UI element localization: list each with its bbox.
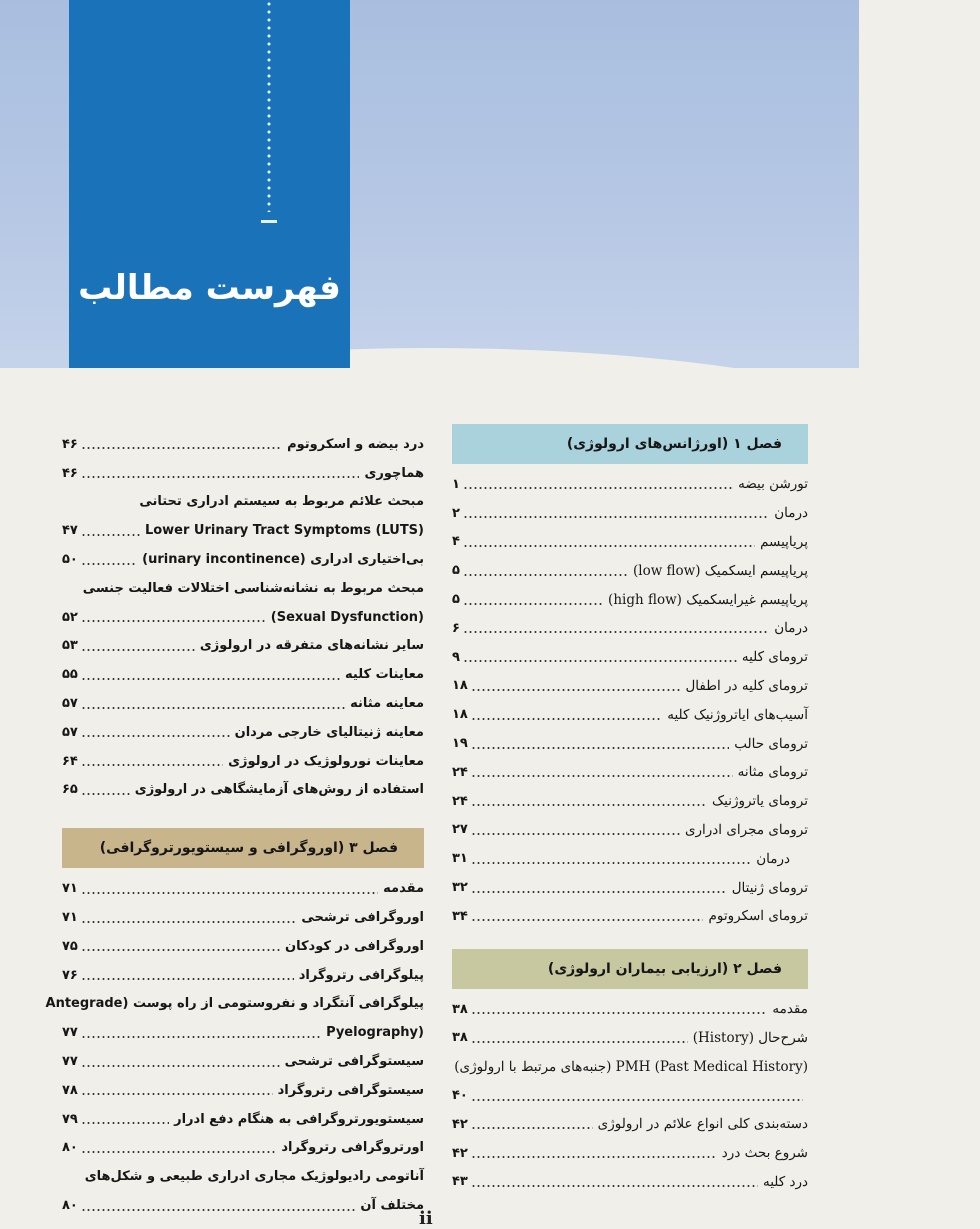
toc-entry	[452, 816, 808, 845]
toc-entry	[452, 643, 808, 672]
toc-entry-page: ۸۰	[62, 1198, 78, 1214]
toc-entry	[452, 470, 808, 499]
toc-entry	[62, 603, 424, 632]
chapter-2-continued-list	[62, 430, 424, 804]
toc-entry-page: ۱۸	[452, 707, 468, 723]
dot-leader	[81, 969, 294, 981]
toc-entry-title: ترومای کلیه	[741, 649, 808, 666]
toc-entry-page: ۳۲	[452, 880, 468, 896]
toc-entry-page: ۵۷	[62, 696, 78, 712]
dot-leader	[463, 478, 733, 490]
toc-entry-page: ۴۶	[62, 436, 78, 452]
toc-entry	[452, 1168, 808, 1197]
toc-entry	[62, 903, 424, 932]
toc-entry-page: ۶	[452, 620, 460, 636]
toc-entry-title: آسیب‌های ایاتروژنیک کلیه	[667, 706, 808, 723]
toc-entry-title: مقدمه	[383, 881, 424, 897]
dot-leader	[81, 1084, 273, 1096]
toc-entry-title: پریاپیسم غیرایسکمیک (high flow)	[608, 591, 808, 608]
toc-entry-title: درمان	[774, 505, 808, 522]
toc-entry-title: ترومای مثانه	[737, 764, 808, 781]
toc-entry-page: ۷۸	[62, 1082, 78, 1098]
dot-leader	[81, 912, 296, 924]
dot-leader	[81, 438, 282, 450]
toc-entry-title: سیستوگرافی رتروگراد	[277, 1082, 424, 1098]
toc-entry-page: ۷۵	[62, 938, 78, 954]
dot-leader	[471, 738, 729, 750]
toc-entry-title: معاینات کلیه	[345, 667, 424, 683]
toc-entry	[452, 672, 808, 701]
toc-entry-title: (Pyelography	[326, 1025, 424, 1041]
toc-entry-page: ۷۷	[62, 1025, 78, 1041]
toc-entry-title: (LUTS) Lower Urinary Tract Symptoms	[144, 523, 424, 539]
toc-entry-page: ۵۰	[62, 552, 78, 568]
toc-entry	[62, 1191, 424, 1220]
toc-entry	[452, 1024, 808, 1053]
toc-entry-title: ترومای یاتروژنیک	[712, 793, 808, 810]
spacer	[452, 931, 808, 949]
toc-entry-title: اورتروگرافی رتروگراد	[281, 1140, 424, 1156]
dot-leader	[471, 1147, 717, 1159]
toc-entry-title: سیستویورتروگرافی به هنگام دفع ادرار	[174, 1111, 424, 1127]
toc-entry	[62, 545, 424, 574]
toc-entry	[452, 729, 808, 758]
dot-leader	[81, 1113, 169, 1125]
toc-entry	[62, 1162, 424, 1191]
toc-entry-page: ۴۶	[62, 465, 78, 481]
toc-entry-title: آناتومی رادیولوژیک مجاری ادراری طبیعی و شکل‌های	[84, 1169, 424, 1185]
toc-entry-title: درد کلیه	[762, 1173, 808, 1190]
toc-entry-page: ۷۶	[62, 967, 78, 983]
dot-leader	[81, 525, 140, 537]
dot-leader	[471, 853, 751, 865]
toc-entry-title: ترومای کلیه در اطفال	[685, 677, 808, 694]
toc-entry-title: ترومای حالب	[734, 735, 808, 752]
toc-entry-title: سایر نشانه‌های متفرقه در ارولوژی	[199, 638, 424, 654]
toc-entry	[452, 995, 808, 1024]
toc-entry-page: ۴۳	[452, 1174, 468, 1190]
toc-entry-page: ۳۴	[452, 908, 468, 924]
toc-entry	[62, 776, 424, 805]
toc-entry-page: ۵	[452, 592, 460, 608]
toc-entry-page: ۷۱	[62, 881, 78, 897]
dot-leader	[81, 755, 223, 767]
dot-leader	[471, 766, 733, 778]
toc-entry-page: ۲۷	[452, 822, 468, 838]
dot-leader	[81, 611, 266, 623]
toc-entry-page: ۸۰	[62, 1140, 78, 1156]
toc-entry	[62, 632, 424, 661]
chapter-2-header: فصل ۲ (ارزیابی بیماران ارولوژی)	[452, 949, 808, 989]
toc-entry-title: درمان	[756, 850, 790, 867]
toc-entry	[452, 614, 808, 643]
dot-leader	[81, 640, 195, 652]
toc-entry-page: ۷۱	[62, 910, 78, 926]
toc-entry-title: ترومای ژنیتال	[731, 879, 808, 896]
toc-entry	[452, 1081, 808, 1110]
toc-entry-page: ۵۲	[62, 609, 78, 625]
toc-entry-title: (Sexual Dysfunction)	[270, 609, 424, 625]
toc-entry-title: شرح‌حال (History)	[692, 1029, 808, 1046]
toc-entry-title: بی‌اختیاری ادراری (urinary incontinence)	[142, 552, 424, 568]
chapter-1-list	[452, 470, 808, 931]
toc-entry	[62, 932, 424, 961]
toc-entry	[452, 499, 808, 528]
toc-entry-page: ۹	[452, 649, 460, 665]
dot-leader	[81, 698, 345, 710]
toc-entry	[62, 1076, 424, 1105]
dot-leader	[463, 565, 628, 577]
toc-entry	[452, 700, 808, 729]
toc-entry-title: ترومای مجرای ادراری	[684, 821, 808, 838]
toc-entry-page: ۲	[452, 505, 460, 521]
toc-entry	[62, 874, 424, 903]
toc-entry-title: درمان	[774, 620, 808, 637]
toc-entry	[452, 787, 808, 816]
toc-entry-title: تورشن بیضه	[738, 476, 808, 493]
toc-entry-title: ترومای اسکروتوم	[708, 908, 808, 925]
dot-leader	[471, 1032, 688, 1044]
toc-entry-page: ۴۲	[452, 1145, 468, 1161]
toc-entry	[62, 660, 424, 689]
toc-entry-page: ۵۵	[62, 667, 78, 683]
chapter-1-header: فصل ۱ (اورژانس‌های ارولوژی)	[452, 424, 808, 464]
dot-leader	[81, 554, 137, 566]
dash-decoration	[261, 220, 277, 223]
toc-entry-page: ۳۸	[452, 1030, 468, 1046]
toc-entry-page: ۱۹	[452, 736, 468, 752]
toc-entry-title: درد بیضه و اسکروتوم	[287, 436, 424, 452]
spacer	[62, 804, 424, 828]
toc-entry	[452, 585, 808, 614]
toc-entry	[452, 844, 808, 873]
toc-left-column	[45, 430, 424, 1220]
toc-entry	[452, 902, 808, 931]
dot-leader	[471, 709, 662, 721]
toc-entry-page: ۴	[452, 534, 460, 550]
toc-entry-page: ۷۹	[62, 1111, 78, 1127]
toc-entry	[452, 1052, 808, 1081]
toc-entry-title: معاینه ژنیتالیای خارجی مردان	[234, 724, 424, 740]
toc-entry	[452, 556, 808, 585]
toc-entry	[62, 1105, 424, 1134]
toc-entry	[62, 961, 424, 990]
chapter-3-list	[45, 874, 424, 1220]
title-block	[69, 0, 350, 368]
toc-entry-page: ۴۲	[452, 1116, 468, 1132]
toc-entry	[45, 990, 424, 1019]
chapter-3-header: فصل ۳ (اوروگرافی و سیستویورتروگرافی)	[62, 828, 424, 868]
toc-entry-page: ۷۷	[62, 1054, 78, 1070]
dot-leader	[81, 883, 378, 895]
dot-leader	[463, 651, 737, 663]
dot-leader	[81, 1200, 356, 1212]
toc-entry	[62, 430, 424, 459]
toc-entry-page: ۲۴	[452, 793, 468, 809]
toc-entry-title: پریاپیسم	[760, 533, 808, 550]
toc-entry	[62, 689, 424, 718]
toc-entry	[452, 873, 808, 902]
toc-entry-page: ۶۵	[62, 782, 78, 798]
dot-leader	[471, 1003, 768, 1015]
toc-entry-page: ۱	[452, 476, 460, 492]
toc-right-column	[452, 424, 808, 1196]
toc-entry-title: مبحث مربوط به نشانه‌شناسی اختلالات فعالیت جنسی	[82, 580, 424, 596]
toc-entry-title: مختلف آن	[360, 1198, 424, 1214]
toc-entry-title: اوروگرافی ترشحی	[301, 910, 424, 926]
toc-entry-title: دسته‌بندی کلی انواع علائم در ارولوژی	[597, 1116, 808, 1133]
dot-leader	[463, 594, 603, 606]
chapter-2-list	[452, 995, 808, 1197]
toc-entry-page: ۴۷	[62, 523, 78, 539]
dot-leader	[81, 1142, 276, 1154]
toc-entry	[62, 516, 424, 545]
toc-entry	[62, 459, 424, 488]
toc-entry	[452, 1139, 808, 1168]
dot-leader	[471, 1090, 803, 1102]
toc-entry	[62, 1134, 424, 1163]
toc-entry-page: ۴۰	[452, 1088, 468, 1104]
toc-entry-title: استفاده از روش‌های آزمایشگاهی در ارولوژی	[134, 782, 424, 798]
toc-entry	[452, 1110, 808, 1139]
toc-entry-title: اوروگرافی در کودکان	[285, 938, 424, 954]
toc-entry	[62, 488, 424, 517]
toc-entry	[62, 1018, 424, 1047]
toc-entry	[452, 758, 808, 787]
dot-leader	[471, 824, 680, 836]
dot-leader	[81, 1056, 280, 1068]
toc-entry-page: ۱۸	[452, 678, 468, 694]
page-title: فهرست مطالب	[78, 268, 341, 308]
dot-leader	[463, 536, 755, 548]
dot-leader	[471, 882, 727, 894]
dot-leader	[471, 910, 704, 922]
dot-leader	[463, 622, 769, 634]
toc-entry-title: مبحث علائم مربوط به سیستم ادراری تحتانی	[139, 494, 424, 510]
toc-entry-page: ۵	[452, 563, 460, 579]
toc-entry-title: مقدمه	[772, 1001, 808, 1018]
toc-entry-title: سیستوگرافی ترشحی	[284, 1054, 424, 1070]
dot-leader	[471, 1118, 593, 1130]
toc-entry	[62, 747, 424, 776]
toc-entry-title: (Past Medical History) PMH (جنبه‌های مرتبط با ارولوژی)	[454, 1058, 808, 1075]
dot-leader	[81, 467, 360, 479]
toc-entry-page: ۳۸	[452, 1001, 468, 1017]
dotted-line-decoration	[266, 0, 272, 212]
toc-entry	[62, 718, 424, 747]
toc-entry-title: شروع بحث درد	[721, 1145, 808, 1162]
dot-leader	[471, 795, 707, 807]
dot-leader	[471, 680, 681, 692]
toc-entry	[62, 574, 424, 603]
toc-entry	[452, 528, 808, 557]
toc-entry-title: معاینات نورولوژیک در ارولوژی	[228, 753, 424, 769]
toc-entry-page: ۲۴	[452, 764, 468, 780]
toc-entry-title: معاینه مثانه	[350, 696, 424, 712]
dot-leader	[463, 507, 769, 519]
dot-leader	[471, 1176, 758, 1188]
toc-entry-title: پریاپیسم ایسکمیک (low flow)	[632, 562, 808, 579]
toc-entry-page: ۵۷	[62, 724, 78, 740]
toc-entry-page: ۳۱	[452, 851, 468, 867]
dot-leader	[81, 669, 340, 681]
dot-leader	[81, 726, 230, 738]
toc-entry-title: پیلوگرافی آنتگراد و نفروستومی از راه پوست (Antegrade	[45, 996, 424, 1012]
dot-leader	[81, 784, 130, 796]
dot-leader	[81, 1027, 321, 1039]
page-number: ii	[419, 1208, 433, 1229]
toc-entry-page: ۶۴	[62, 753, 78, 769]
toc-entry-page: ۵۳	[62, 638, 78, 654]
toc-entry-title: هماچوری	[364, 465, 424, 481]
toc-entry-title: پیلوگرافی رتروگراد	[298, 967, 424, 983]
toc-entry	[62, 1047, 424, 1076]
dot-leader	[81, 940, 280, 952]
